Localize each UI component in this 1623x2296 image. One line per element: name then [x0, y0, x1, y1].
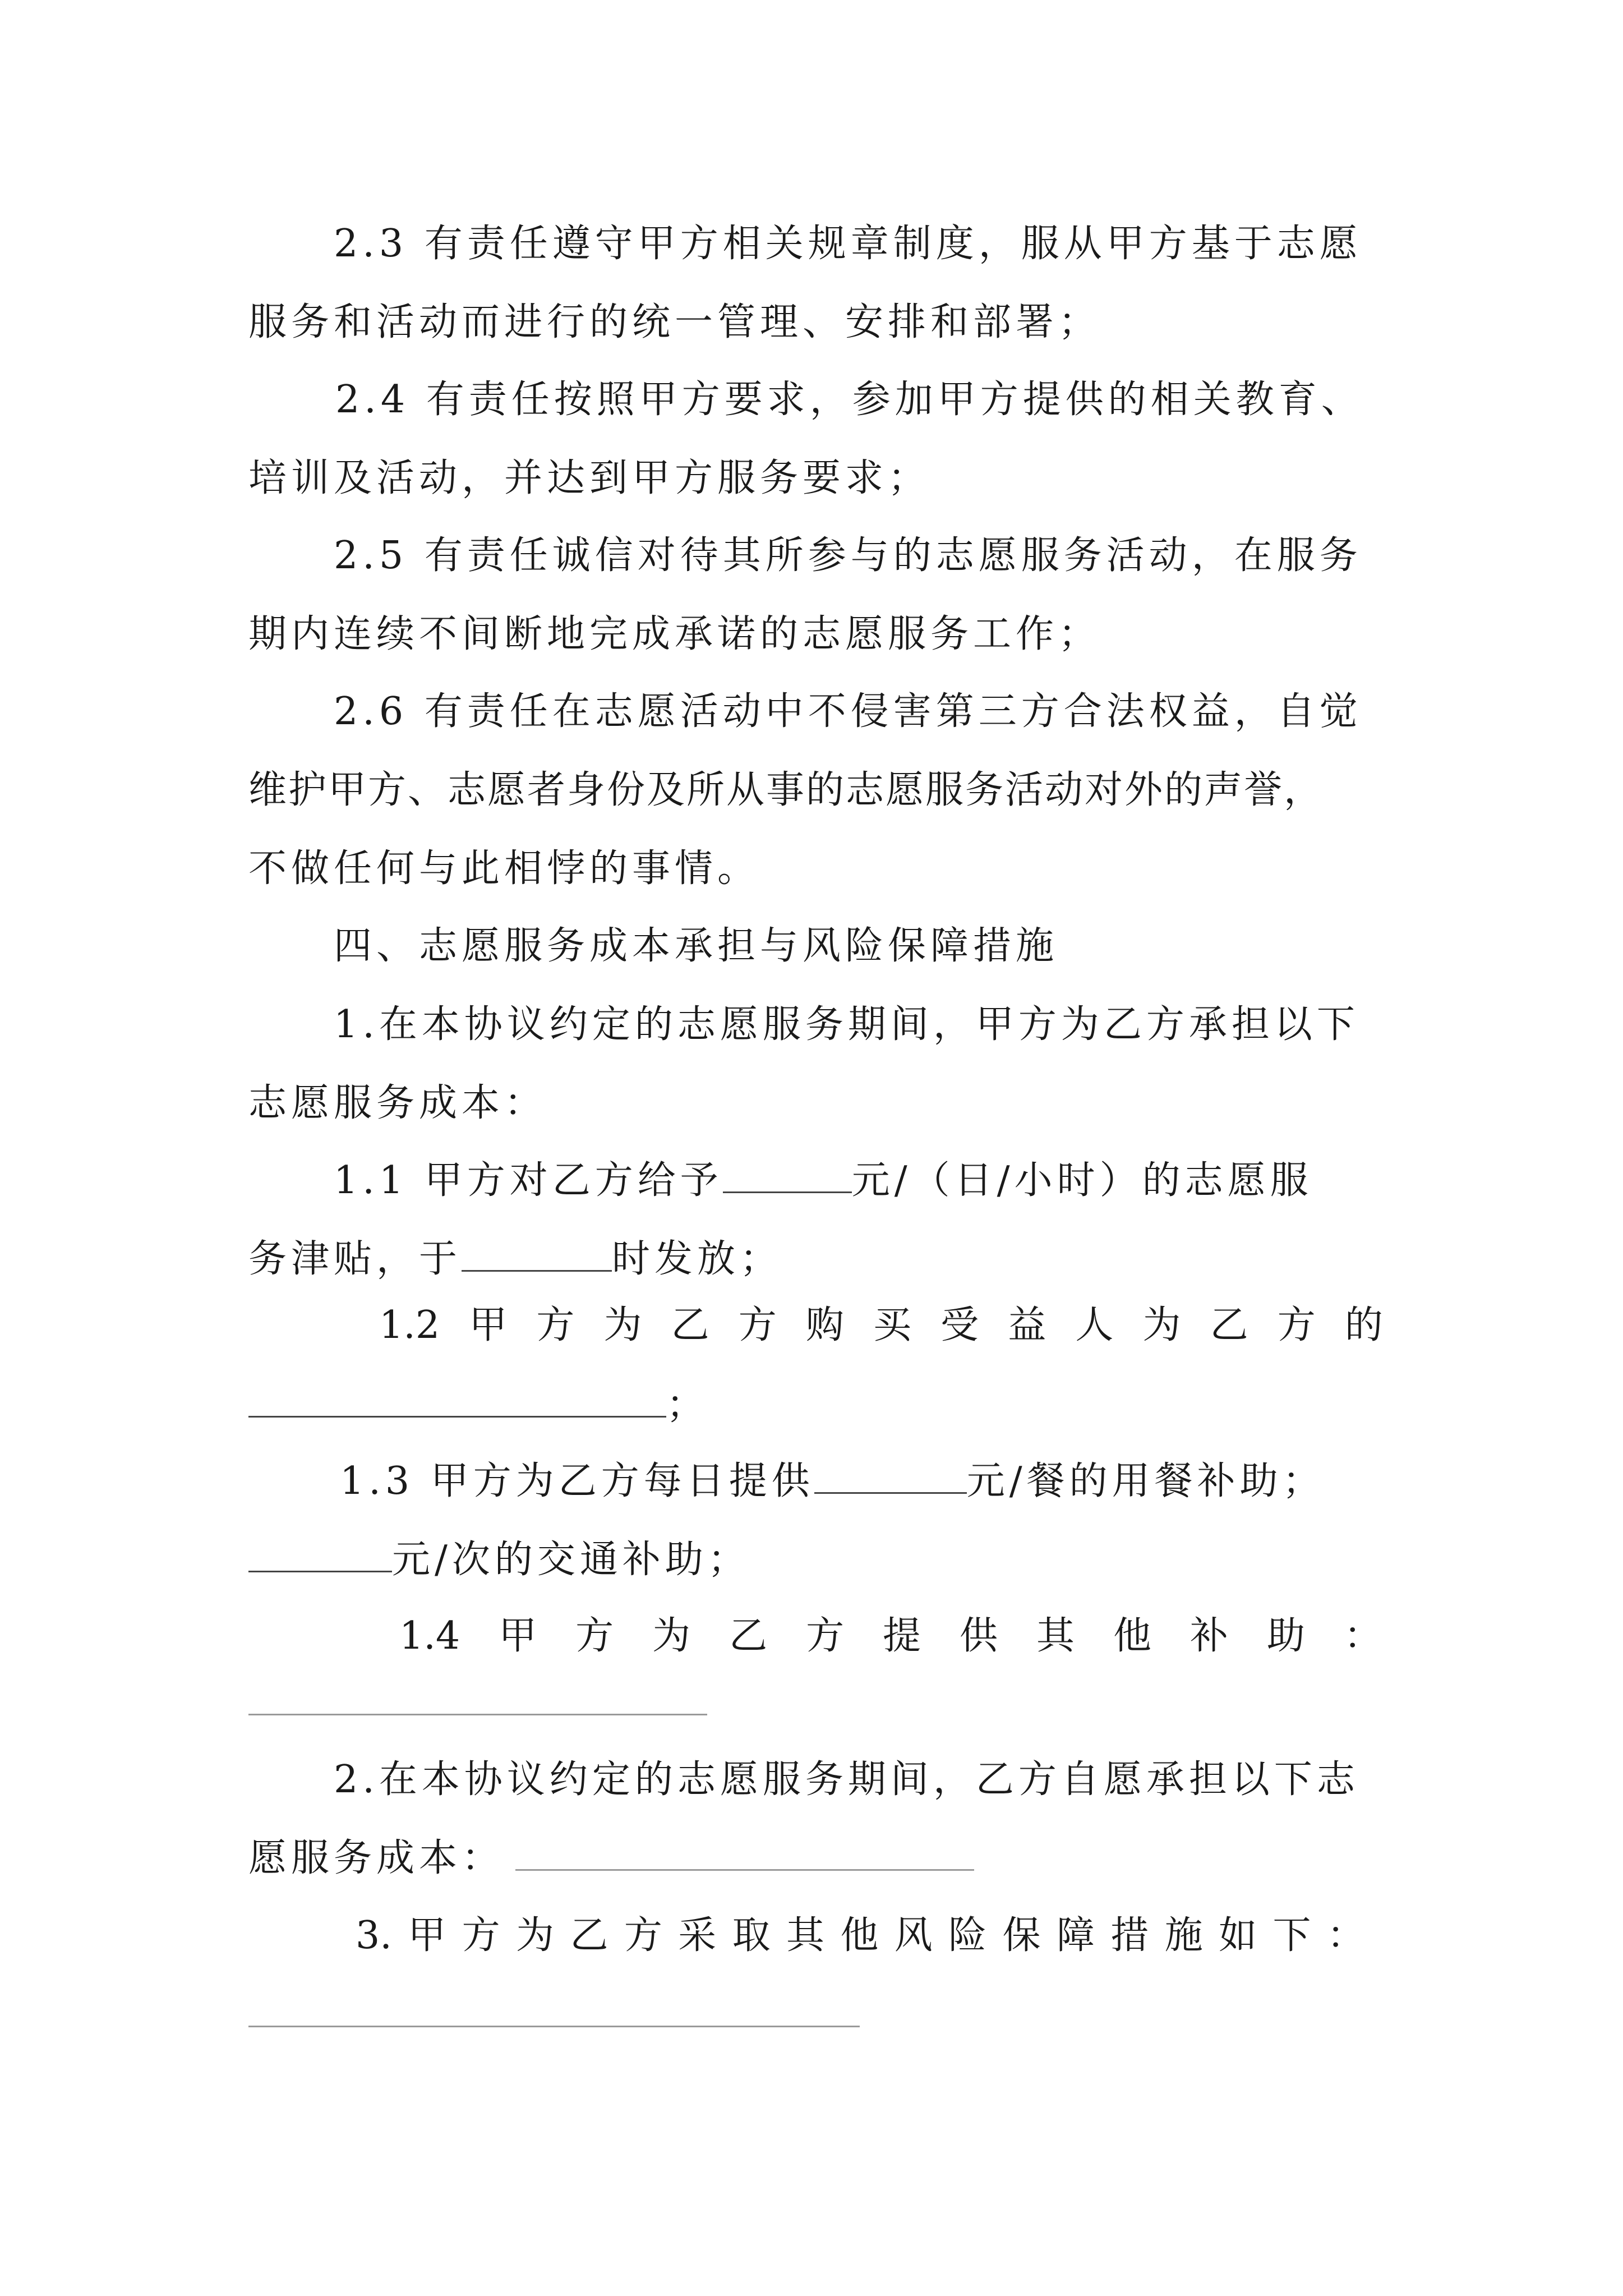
other-subsidy-blank-line — [248, 1714, 707, 1715]
para-1-1-prefix: 1.1 甲方对乙方给予 — [334, 1158, 723, 1203]
payment-time-blank — [462, 1235, 612, 1272]
spread-token: 方 — [806, 1614, 845, 1658]
para-2-line-1: 2.在本协议约定的志愿服务期间，乙方自愿承担以下志 — [334, 1757, 1359, 1802]
insurance-type-blank — [248, 1381, 666, 1418]
clause-2-4-line-1: 2.4 有责任按照甲方要求，参加甲方提供的相关教育、 — [335, 378, 1364, 422]
para-1-3-line-2 — [248, 1532, 750, 1588]
spread-token: 乙 — [1210, 1303, 1248, 1347]
spread-token: 乙 — [570, 1913, 608, 1958]
para-1-1-line-2 — [248, 1231, 782, 1287]
spread-token: 1.4 — [399, 1614, 460, 1658]
spread-token: 施 — [1164, 1913, 1203, 1958]
spread-token: 乙 — [671, 1303, 709, 1347]
clause-2-3-line-1: 2.3 有责任遵守甲方相关规章制度，服从甲方基于志愿 — [334, 222, 1362, 266]
para-1-1-line2-suffix: 时发放； — [612, 1237, 783, 1281]
spread-token: 其 — [786, 1913, 825, 1958]
spread-token: 方 — [738, 1303, 777, 1347]
para-1-3-line2-suffix: 元/次的交通补助； — [392, 1538, 750, 1582]
spread-token: 为 — [652, 1614, 691, 1658]
para-1-3-mid: 元/餐的用餐补助； — [966, 1459, 1325, 1503]
spread-token: 甲 — [499, 1614, 537, 1658]
spread-token: ： — [1326, 1913, 1365, 1958]
clause-2-5-line-2: 期内连续不间断地完成承诺的志愿服务工作； — [248, 612, 1101, 656]
spread-token: 他 — [840, 1913, 879, 1958]
spread-token: 为 — [516, 1913, 555, 1958]
clause-2-3-line-2: 服务和活动而进行的统一管理、安排和部署； — [248, 300, 1101, 344]
spread-token: 甲 — [408, 1913, 446, 1958]
spread-token: 他 — [1113, 1614, 1152, 1658]
spread-token: 人 — [1075, 1303, 1114, 1347]
spread-token: 1.2 — [379, 1303, 440, 1347]
para-1-1-mid: 元/（日/小时）的志愿服 — [851, 1158, 1313, 1203]
spread-token: 如 — [1219, 1913, 1257, 1958]
spread-token: 买 — [873, 1303, 912, 1347]
spread-token: ： — [1343, 1614, 1382, 1658]
spread-token: 方 — [624, 1913, 662, 1958]
spread-token: 下 — [1272, 1913, 1311, 1958]
transport-subsidy-blank — [248, 1536, 392, 1572]
spread-token: 其 — [1036, 1614, 1075, 1658]
spread-token: 供 — [960, 1614, 998, 1658]
para-1-1-line2-prefix: 务津贴，于 — [248, 1237, 462, 1281]
para-1-line-2: 志愿服务成本： — [248, 1081, 547, 1125]
spread-token: 的 — [1344, 1303, 1383, 1347]
spread-token: 取 — [732, 1913, 771, 1958]
spread-token: 提 — [883, 1614, 921, 1658]
para-3-line-1 — [356, 1908, 1365, 1964]
allowance-amount-blank — [723, 1157, 852, 1193]
para-1-3-prefix: 1.3 甲方为乙方每日提供 — [340, 1459, 814, 1503]
spread-token: 险 — [948, 1913, 987, 1958]
spread-token: 方 — [536, 1303, 575, 1347]
para-2-line-2-text: 愿服务成本： — [248, 1836, 505, 1880]
para-1-2-line-2 — [248, 1377, 704, 1433]
spread-token: 为 — [1142, 1303, 1181, 1347]
spread-token: 方 — [1277, 1303, 1316, 1347]
para-1-3-line-1 — [340, 1453, 1325, 1510]
para-1-1-line-1 — [334, 1153, 1313, 1209]
clause-2-6-line-1: 2.6 有责任在志愿活动中不侵害第三方合法权益，自觉 — [334, 689, 1362, 734]
spread-token: 方 — [462, 1913, 500, 1958]
spread-token: 保 — [1002, 1913, 1041, 1958]
spread-token: 受 — [940, 1303, 979, 1347]
spread-token: 甲 — [469, 1303, 508, 1347]
clause-2-6-line-2: 维护甲方、志愿者身份及所从事的志愿服务活动对外的声誉， — [248, 768, 1324, 812]
spread-token: 购 — [805, 1303, 844, 1347]
spread-token: 障 — [1056, 1913, 1095, 1958]
spread-token: 乙 — [729, 1614, 768, 1658]
clause-2-4-line-2: 培训及活动，并达到甲方服务要求； — [248, 456, 931, 500]
para-1-2-line2-suffix: ； — [666, 1383, 705, 1427]
spread-token: 3. — [356, 1913, 392, 1958]
spread-token: 采 — [678, 1913, 717, 1958]
para-1-line-1: 1.在本协议约定的志愿服务期间，甲方为乙方承担以下 — [334, 1002, 1359, 1047]
spread-token: 助 — [1266, 1614, 1305, 1658]
clause-2-5-line-1: 2.5 有责任诚信对待其所参与的志愿服务活动，在服务 — [334, 533, 1362, 578]
meal-subsidy-blank — [814, 1457, 967, 1494]
para-1-2-line-1 — [379, 1297, 1383, 1354]
risk-measures-blank-line — [248, 2026, 860, 2027]
spread-token: 益 — [1008, 1303, 1046, 1347]
volunteer-cost-blank — [515, 1834, 974, 1871]
spread-token: 措 — [1110, 1913, 1149, 1958]
section-4-heading: 四、志愿服务成本承担与风险保障措施 — [334, 924, 1059, 968]
spread-token: 为 — [603, 1303, 642, 1347]
spread-token: 方 — [575, 1614, 614, 1658]
para-2-line-2 — [248, 1830, 974, 1887]
spread-token: 风 — [894, 1913, 933, 1958]
clause-2-6-line-3: 不做任何与此相悖的事情。 — [248, 846, 760, 891]
spread-token: 补 — [1189, 1614, 1228, 1658]
para-1-4-line-1 — [399, 1608, 1382, 1664]
